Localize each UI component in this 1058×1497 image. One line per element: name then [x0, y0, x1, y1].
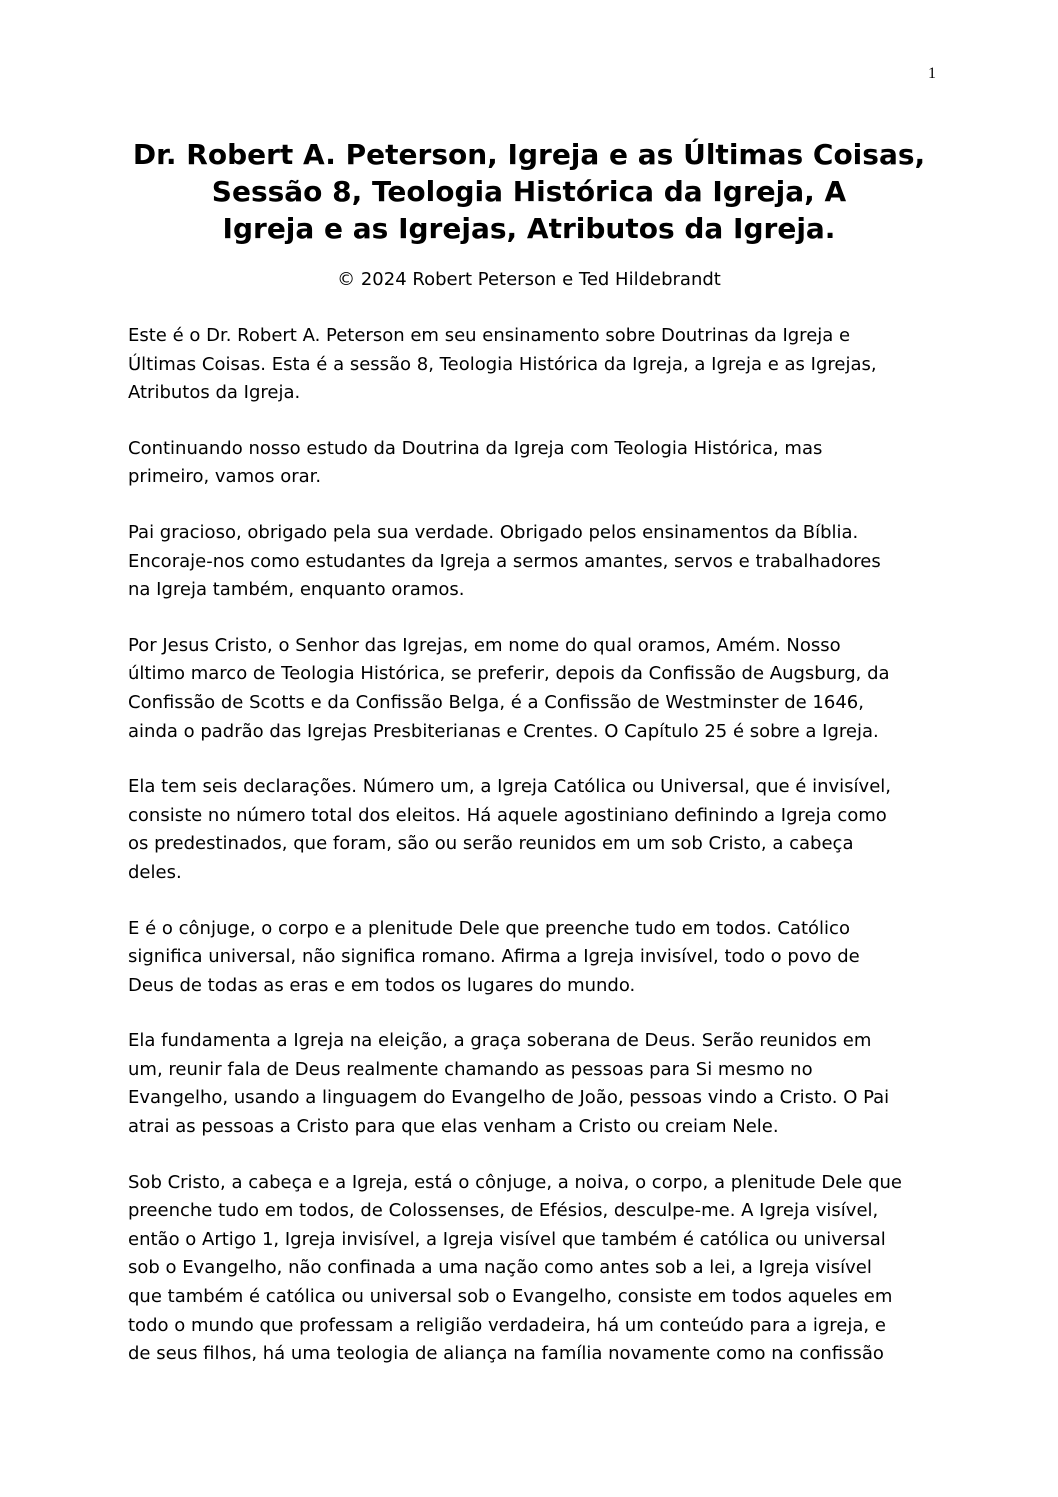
- title-line: Igreja e as Igrejas, Atributos da Igreja.: [222, 212, 836, 245]
- paragraph: [128, 1027, 928, 1141]
- text-line: Este é o Dr. Robert A. Peterson em seu ensinamento sobre Doutrinas da Igreja e: [128, 325, 851, 346]
- text-line: ainda o padrão das Igrejas Presbiterianas e Crentes. O Capítulo 25 é sobre a Igreja.: [128, 720, 879, 742]
- text-line: significa universal, não significa romano. Afirma a Igreja invisível, todo o povo de: [128, 946, 860, 968]
- text-line: Evangelho, usando a linguagem do Evangelho de João, pessoas vindo a Cristo. O Pai: [128, 1087, 890, 1109]
- text-line: de seus filhos, há uma teologia de aliança na família novamente como na confissão: [128, 1343, 884, 1365]
- text-line: Por Jesus Cristo, o Senhor das Igrejas, em nome do qual oramos, Amém. Nosso: [128, 634, 841, 656]
- text-line: Ela tem seis declarações. Número um, a Igreja Católica ou Universal, que é invisível,: [128, 776, 891, 798]
- document-title: [60, 136, 998, 247]
- text-line: Deus de todas as eras e em todos os lugares do mundo.: [128, 974, 636, 996]
- paragraph: [128, 773, 928, 887]
- text-line: Últimas Coisas. Esta é a sessão 8, Teologia Histórica da Igreja, a Igreja e as Igrejas,: [128, 353, 877, 375]
- page-number: 1: [928, 65, 936, 82]
- text-line: Encoraje-nos como estudantes da Igreja a sermos amantes, servos e trabalhadores: [128, 550, 881, 572]
- text-line: os predestinados, que foram, são ou serão reunidos em um sob Cristo, a cabeça: [128, 833, 854, 855]
- text-line: preenche tudo em todos, de Colossenses, de Efésios, desculpe-me. A Igreja visível,: [128, 1200, 879, 1222]
- text-line: Atributos da Igreja.: [128, 382, 301, 404]
- copyright-notice: © 2024 Robert Peterson e Ted Hildebrandt: [337, 269, 721, 290]
- text-line: então o Artigo 1, Igreja invisível, a Igreja visível que também é católica ou universal: [128, 1228, 886, 1250]
- text-line: atrai as pessoas a Cristo para que elas venham a Cristo ou creiam Nele.: [128, 1116, 779, 1138]
- title-line: Sessão 8, Teologia Histórica da Igreja, A: [211, 175, 847, 208]
- text-line: consiste no número total dos eleitos. Há aquele agostiniano definindo a Igreja como: [128, 804, 887, 826]
- paragraph: [128, 1169, 928, 1369]
- paragraph: [128, 322, 928, 408]
- paragraph: [128, 519, 928, 605]
- text-line: todo o mundo que professam a religião verdadeira, há um conteúdo para a igreja, e: [128, 1314, 886, 1336]
- text-line: na Igreja também, enquanto oramos.: [128, 579, 465, 601]
- paragraph: [128, 435, 928, 492]
- text-line: primeiro, vamos orar.: [128, 466, 322, 488]
- text-line: último marco de Teologia Histórica, se preferir, depois da Confissão de Augsburg, da: [128, 663, 890, 685]
- text-line: sob o Evangelho, não confinada a uma nação como antes sob a lei, a Igreja visível: [128, 1257, 872, 1279]
- text-line: Continuando nosso estudo da Doutrina da Igreja com Teologia Histórica, mas: [128, 437, 823, 459]
- paragraph: [128, 915, 928, 1001]
- paragraph: [128, 632, 928, 746]
- text-line: Pai gracioso, obrigado pela sua verdade. Obrigado pelos ensinamentos da Bíblia.: [128, 521, 859, 543]
- title-line: Dr. Robert A. Peterson, Igreja e as Últimas Coisas,: [132, 138, 926, 171]
- text-line: que também é católica ou universal sob o Evangelho, consiste em todos aqueles em: [128, 1286, 893, 1308]
- text-line: deles.: [128, 861, 182, 883]
- text-line: Ela fundamenta a Igreja na eleição, a graça soberana de Deus. Serão reunidos em: [128, 1030, 872, 1052]
- text-line: E é o cônjuge, o corpo e a plenitude Dele que preenche tudo em todos. Católico: [128, 917, 850, 939]
- text-line: um, reunir fala de Deus realmente chamando as pessoas para Si mesmo no: [128, 1058, 813, 1080]
- text-line: Sob Cristo, a cabeça e a Igreja, está o cônjuge, a noiva, o corpo, a plenitude Dele que: [128, 1171, 902, 1193]
- text-line: Confissão de Scotts e da Confissão Belga, é a Confissão de Westminster de 1646,: [128, 691, 864, 713]
- transcript-body: [128, 322, 928, 1396]
